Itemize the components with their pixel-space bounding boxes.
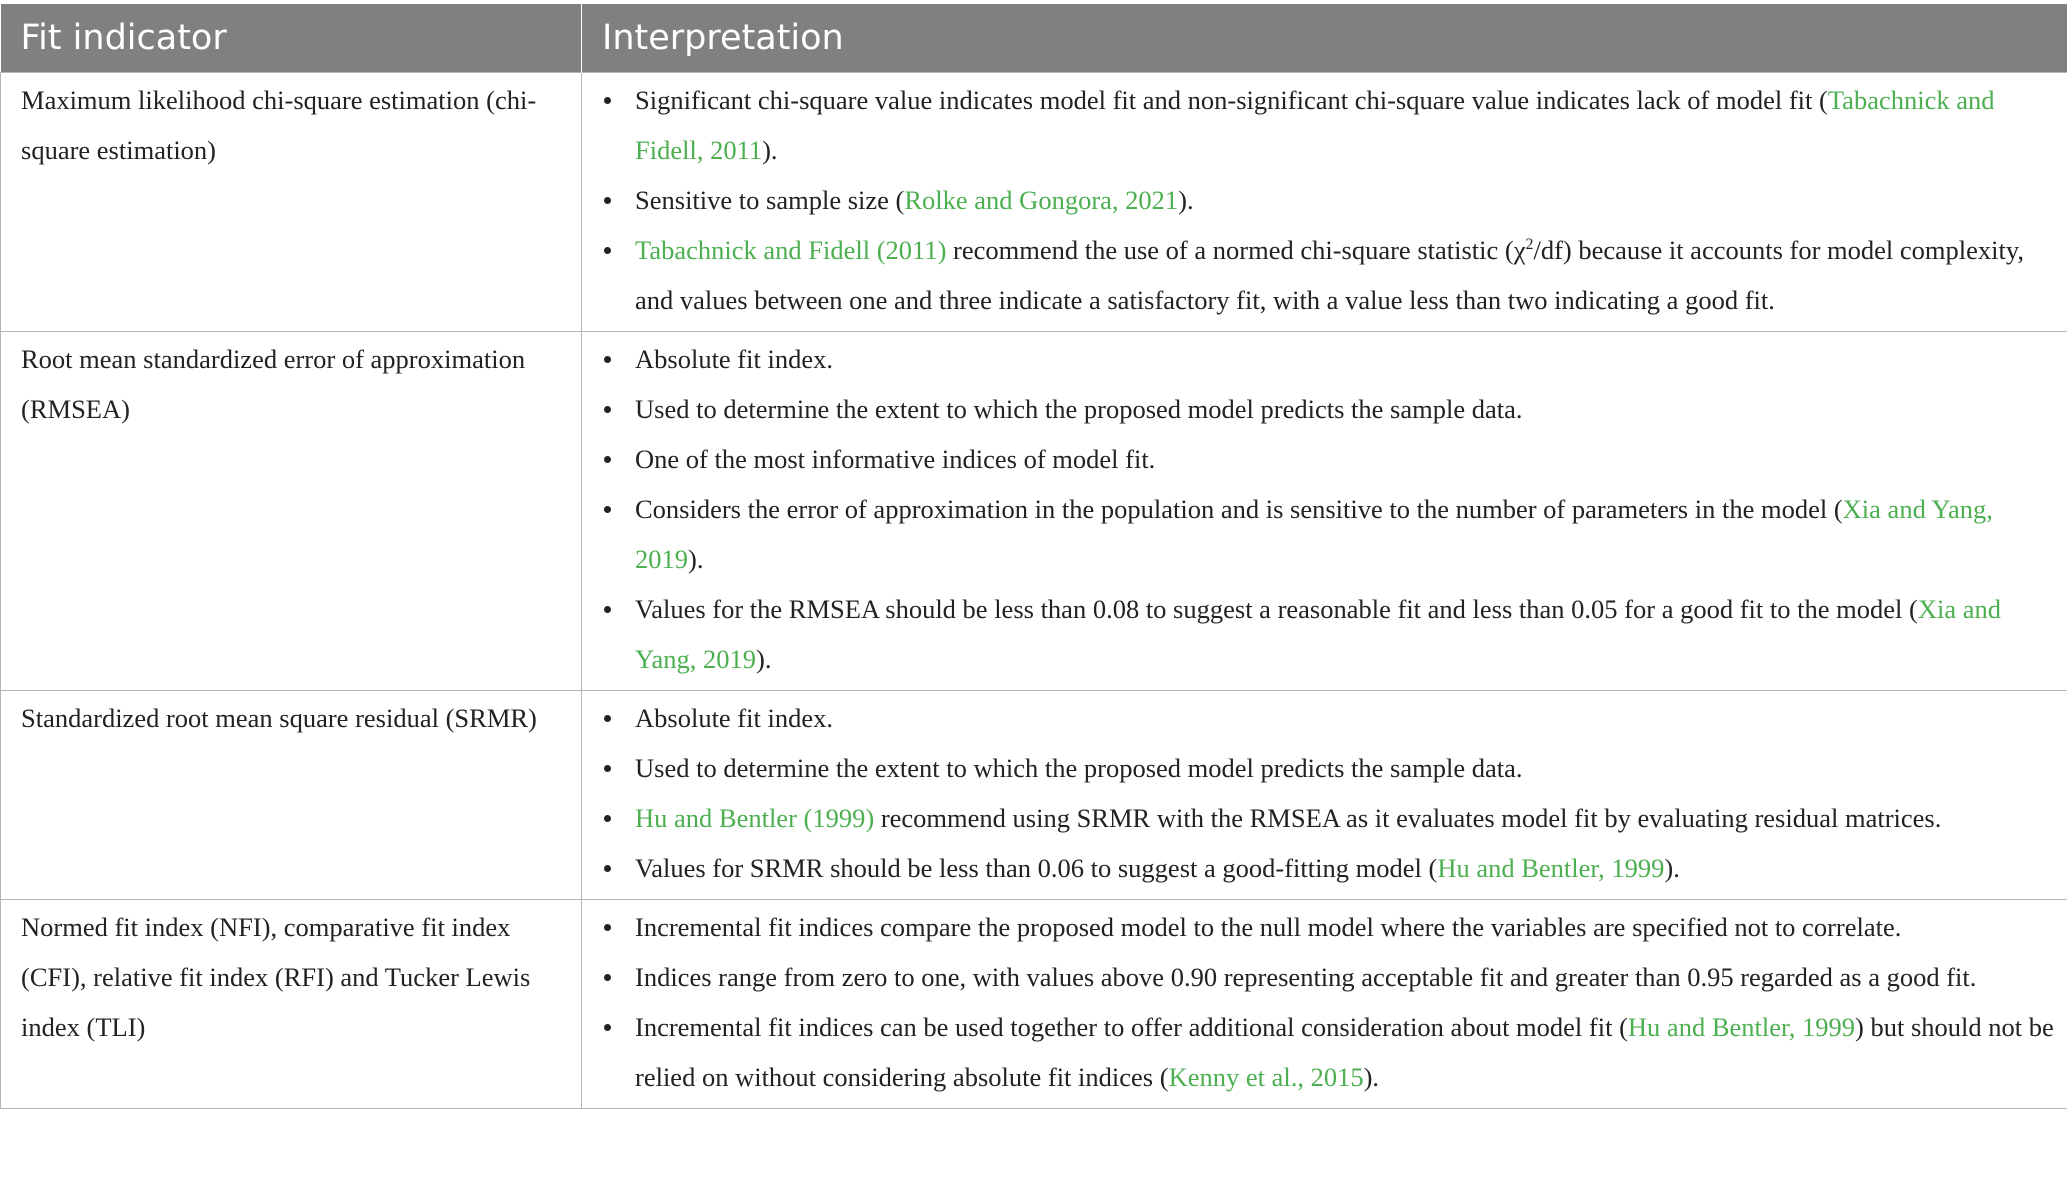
citation-link[interactable]: Hu and Bentler, 1999 bbox=[1437, 852, 1665, 883]
list-item: One of the most informative indices of model fit. bbox=[602, 434, 2058, 484]
point-text: /df) because it accounts for model complexity, and values between one and three indicate a satisfactory fit, with a value less than two indicating a good fit. bbox=[635, 234, 2025, 315]
list-item bbox=[602, 484, 2058, 584]
list-item bbox=[602, 75, 2058, 175]
point-text: Values for the RMSEA should be less than 0.08 to suggest a reasonable fit and less than 0.05 for a good fit to the model ( bbox=[635, 593, 1918, 624]
citation-link[interactable]: Tabachnick and Fidell (2011) bbox=[635, 234, 947, 265]
point-text: Considers the error of approximation in the population and is sensitive to the number of parameters in the model ( bbox=[635, 493, 1843, 524]
point-text: Incremental fit indices can be used together to offer additional consideration about model fit ( bbox=[635, 1011, 1628, 1042]
citation-link[interactable]: Hu and Bentler (1999) bbox=[635, 802, 875, 833]
interpretation-cell bbox=[582, 690, 2067, 899]
fit-indicator-table bbox=[0, 4, 2067, 1109]
fit-indicator-cell: Maximum likelihood chi-square estimation (chi-square estimation) bbox=[1, 72, 582, 331]
table-row bbox=[1, 899, 2067, 1108]
header-row bbox=[1, 4, 2067, 72]
list-item: Absolute fit index. bbox=[602, 334, 2058, 384]
interpretation-list bbox=[602, 693, 2058, 893]
header-interpretation: Interpretation bbox=[582, 4, 2067, 72]
list-item bbox=[602, 793, 2058, 843]
citation-link[interactable]: Hu and Bentler, 1999 bbox=[1627, 1011, 1856, 1042]
citation-link[interactable]: Rolke and Gongora, 2021 bbox=[904, 184, 1179, 215]
superscript: 2 bbox=[1525, 235, 1534, 253]
point-text: recommend the use of a normed chi-square statistic (χ bbox=[946, 234, 1526, 265]
list-item bbox=[602, 843, 2058, 893]
point-text: Sensitive to sample size ( bbox=[635, 184, 905, 215]
point-text: Significant chi-square value indicates model fit and non-significant chi-square value indicates lack of model fit ( bbox=[635, 84, 1828, 115]
point-text: Values for SRMR should be less than 0.06 to suggest a good-fitting model ( bbox=[635, 852, 1438, 883]
table-row bbox=[1, 690, 2067, 899]
fit-indicator-cell: Normed fit index (NFI), comparative fit index (CFI), relative fit index (RFI) and Tucker Lewis index (TLI) bbox=[1, 899, 582, 1108]
fit-indicator-cell: Root mean standardized error of approximation (RMSEA) bbox=[1, 331, 582, 690]
list-item: Used to determine the extent to which the proposed model predicts the sample data. bbox=[602, 384, 2058, 434]
interpretation-cell bbox=[582, 331, 2067, 690]
citation-link[interactable]: Xia and Yang, 2019 bbox=[635, 593, 2001, 674]
point-text: ). bbox=[762, 134, 778, 165]
citation-link[interactable]: Kenny et al., 2015 bbox=[1168, 1061, 1364, 1092]
point-text: ). bbox=[1178, 184, 1194, 215]
list-item: Absolute fit index. bbox=[602, 693, 2058, 743]
list-item bbox=[602, 175, 2058, 225]
citation-link[interactable]: Xia and Yang, 2019 bbox=[635, 493, 1993, 574]
header-fit-indicator: Fit indicator bbox=[1, 4, 582, 72]
point-text: ) but should not be relied on without considering absolute fit indices ( bbox=[635, 1011, 2054, 1092]
list-item bbox=[602, 584, 2058, 684]
interpretation-cell bbox=[582, 899, 2067, 1108]
table-row bbox=[1, 331, 2067, 690]
point-text: ). bbox=[688, 543, 704, 574]
table-row bbox=[1, 72, 2067, 331]
list-item bbox=[602, 1002, 2058, 1102]
list-item: Incremental fit indices compare the proposed model to the null model where the variables are specified not to correlate. bbox=[602, 902, 2058, 952]
point-text: ). bbox=[1363, 1061, 1380, 1092]
interpretation-list bbox=[602, 334, 2058, 684]
list-item: Indices range from zero to one, with values above 0.90 representing acceptable fit and greater than 0.95 regarded as a good fit. bbox=[602, 952, 2058, 1002]
interpretation-cell bbox=[582, 72, 2067, 331]
list-item bbox=[602, 225, 2058, 325]
interpretation-list bbox=[602, 902, 2058, 1102]
list-item: Used to determine the extent to which the proposed model predicts the sample data. bbox=[602, 743, 2058, 793]
point-text: recommend using SRMR with the RMSEA as it evaluates model fit by evaluating residual matrices. bbox=[874, 802, 1942, 833]
fit-indicator-cell: Standardized root mean square residual (SRMR) bbox=[1, 690, 582, 899]
point-text: ). bbox=[756, 643, 772, 674]
interpretation-list bbox=[602, 75, 2058, 325]
point-text: ). bbox=[1664, 852, 1680, 883]
citation-link[interactable]: Tabachnick and Fidell, 2011 bbox=[635, 84, 1995, 165]
